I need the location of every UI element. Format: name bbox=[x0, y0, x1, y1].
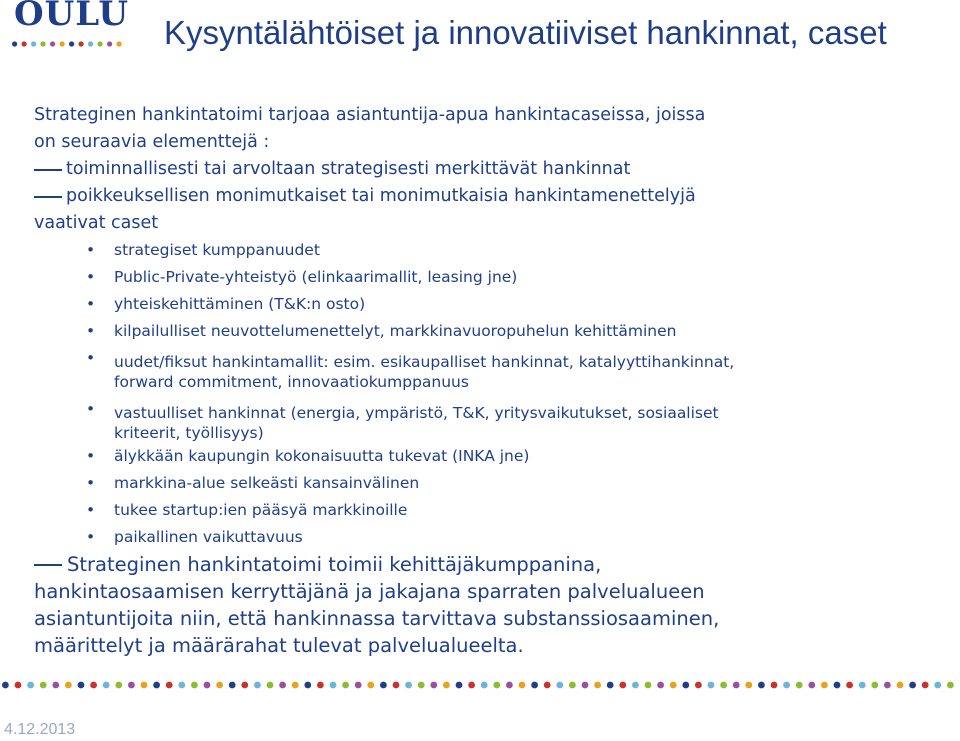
decorative-dot bbox=[107, 41, 112, 46]
dash-item-3-line-1: Strateginen hankintatoimi toimii kehittäjäkumppanina, bbox=[67, 553, 602, 576]
dash-item-2-line-1: poikkeuksellisen monimutkaiset tai monimutkaisia hankintamenettelyjä bbox=[66, 186, 696, 206]
decorative-dot bbox=[771, 682, 778, 689]
decorative-dot bbox=[267, 682, 274, 689]
decorative-dot bbox=[2, 682, 9, 689]
intro-line-2: on seuraavia elementtejä : bbox=[34, 132, 270, 152]
decorative-dot bbox=[897, 682, 904, 689]
bullet-line: • kilpailulliset neuvottelumenettelyt, markkinavuoropuhelun kehittäminen bbox=[114, 322, 677, 340]
decorative-dot bbox=[834, 682, 841, 689]
decorative-dot bbox=[292, 682, 299, 689]
bullet-item bbox=[34, 396, 954, 443]
decorative-dot bbox=[506, 682, 513, 689]
decorative-dot bbox=[367, 682, 374, 689]
decorative-dot bbox=[783, 682, 790, 689]
decorative-dot bbox=[15, 682, 22, 689]
page-title: Kysyntälähtöiset ja innovatiiviset hankinnat, caset bbox=[164, 14, 887, 51]
decorative-dot-bar bbox=[0, 678, 960, 692]
decorative-dot bbox=[909, 682, 916, 689]
bullet-line: • vastuulliset hankinnat (energia, ympäristö, T&K, yritysvaikutukset, sosiaaliset bbox=[114, 404, 719, 422]
decorative-dot bbox=[493, 682, 500, 689]
bullet-item bbox=[34, 291, 954, 318]
decorative-dot bbox=[657, 682, 664, 689]
decorative-dot bbox=[808, 682, 815, 689]
dash-item-2 bbox=[34, 183, 954, 210]
decorative-dot bbox=[821, 682, 828, 689]
decorative-dot bbox=[619, 682, 626, 689]
decorative-dot bbox=[607, 682, 614, 689]
decorative-dot bbox=[330, 682, 337, 689]
decorative-dot bbox=[846, 682, 853, 689]
dash-item-3-line-4: määrittelyt ja määrärahat tulevat palvelualueelta. bbox=[34, 634, 524, 657]
decorative-dot bbox=[153, 682, 160, 689]
decorative-dot bbox=[733, 682, 740, 689]
slide-content bbox=[34, 102, 954, 659]
decorative-dot bbox=[632, 682, 639, 689]
dash-item-1-line-1: toiminnallisesti tai arvoltaan strategisesti merkittävät hankinnat bbox=[66, 159, 631, 179]
logo-dots bbox=[10, 38, 130, 50]
bullet-item bbox=[34, 524, 954, 551]
dash-item-3-line-2: hankintaosaamisen kerryttäjänä ja jakajana sparraten palvelualueen bbox=[34, 580, 705, 603]
decorative-dot bbox=[582, 682, 589, 689]
decorative-dot bbox=[141, 682, 148, 689]
decorative-dot bbox=[229, 682, 236, 689]
logo-wordmark: OULU bbox=[14, 0, 129, 34]
decorative-dot bbox=[934, 682, 941, 689]
decorative-dot bbox=[27, 682, 34, 689]
dash-item-1 bbox=[34, 156, 954, 183]
decorative-dot bbox=[884, 682, 891, 689]
intro-line-1: Strateginen hankintatoimi tarjoaa asiantuntija-apua hankintacaseissa, joissa bbox=[34, 105, 706, 125]
decorative-dot bbox=[355, 682, 362, 689]
decorative-dot bbox=[216, 682, 223, 689]
decorative-dot bbox=[519, 682, 526, 689]
bullet-line: • yhteiskehittäminen (T&K:n osto) bbox=[114, 295, 366, 313]
decorative-dot bbox=[708, 682, 715, 689]
decorative-dot bbox=[745, 682, 752, 689]
decorative-dot bbox=[468, 682, 475, 689]
decorative-dot bbox=[90, 682, 97, 689]
decorative-dot bbox=[12, 41, 17, 46]
decorative-dot bbox=[393, 682, 400, 689]
decorative-dot bbox=[456, 682, 463, 689]
decorative-dot bbox=[79, 41, 84, 46]
bullet-line: • Public-Private-yhteistyö (elinkaarimallit, leasing jne) bbox=[114, 268, 518, 286]
bullet-line: kriteerit, työllisyys) bbox=[114, 424, 264, 442]
decorative-dot bbox=[670, 682, 677, 689]
decorative-dot bbox=[758, 682, 765, 689]
decorative-dot bbox=[115, 682, 122, 689]
decorative-dot bbox=[60, 41, 65, 46]
decorative-dot bbox=[191, 682, 198, 689]
decorative-dot bbox=[317, 682, 324, 689]
decorative-dot bbox=[128, 682, 135, 689]
decorative-dot bbox=[720, 682, 727, 689]
decorative-dot bbox=[103, 682, 110, 689]
decorative-dot bbox=[569, 682, 576, 689]
decorative-dot bbox=[796, 682, 803, 689]
decorative-dot bbox=[178, 682, 185, 689]
dash-item-3-cont bbox=[34, 578, 954, 605]
oulu-logo bbox=[10, 0, 130, 62]
decorative-dot bbox=[481, 682, 488, 689]
decorative-dot bbox=[304, 682, 311, 689]
bullet-item bbox=[34, 443, 954, 470]
bullet-item bbox=[34, 345, 954, 392]
decorative-dot bbox=[556, 682, 563, 689]
decorative-dot bbox=[342, 682, 349, 689]
bullet-line: • paikallinen vaikuttavuus bbox=[114, 528, 303, 546]
decorative-dot bbox=[117, 41, 122, 46]
decorative-dot bbox=[65, 682, 72, 689]
bullet-line: • uudet/fiksut hankintamallit: esim. esikaupalliset hankinnat, katalyyttihankinnat, bbox=[114, 353, 735, 371]
dash-item-2-line-2: vaativat caset bbox=[34, 213, 159, 233]
dash-item-3-cont bbox=[34, 605, 954, 632]
dash-item-3 bbox=[34, 551, 954, 578]
decorative-dot bbox=[430, 682, 437, 689]
decorative-dot bbox=[682, 682, 689, 689]
bullet-line: • markkina-alue selkeästi kansainvälinen bbox=[114, 474, 420, 492]
decorative-dot bbox=[41, 41, 46, 46]
decorative-dot bbox=[204, 682, 211, 689]
decorative-dot bbox=[50, 41, 55, 46]
bullet-item bbox=[34, 264, 954, 291]
decorative-dot bbox=[695, 682, 702, 689]
decorative-dot bbox=[241, 682, 248, 689]
decorative-dot bbox=[531, 682, 538, 689]
bullet-item bbox=[34, 318, 954, 345]
decorative-dot bbox=[40, 682, 47, 689]
decorative-dot bbox=[78, 682, 85, 689]
decorative-dot bbox=[594, 682, 601, 689]
decorative-dot bbox=[98, 41, 103, 46]
decorative-dot bbox=[405, 682, 412, 689]
bullet-line: • älykkään kaupungin kokonaisuutta tukevat (INKA jne) bbox=[114, 447, 530, 465]
bullet-item bbox=[34, 497, 954, 524]
decorative-dot bbox=[52, 682, 59, 689]
bullet-line: • strategiset kumppanuudet bbox=[114, 241, 320, 259]
bullet-line: • tukee startup:ien pääsyä markkinoille bbox=[114, 501, 408, 519]
decorative-dot bbox=[443, 682, 450, 689]
dash-item-3-cont bbox=[34, 632, 954, 659]
decorative-dot bbox=[645, 682, 652, 689]
decorative-dot bbox=[31, 41, 36, 46]
decorative-dot bbox=[871, 682, 878, 689]
decorative-dot bbox=[166, 682, 173, 689]
decorative-dot bbox=[380, 682, 387, 689]
decorative-dot bbox=[922, 682, 929, 689]
decorative-dot bbox=[22, 41, 27, 46]
bullet-item bbox=[34, 470, 954, 497]
decorative-dot bbox=[88, 41, 93, 46]
footer-date: 4.12.2013 bbox=[4, 721, 76, 738]
decorative-dot bbox=[418, 682, 425, 689]
bullet-item bbox=[34, 237, 954, 264]
dash-item-3-line-3: asiantuntijoita niin, että hankinnassa tarvittava substanssiosaaminen, bbox=[34, 607, 720, 630]
decorative-dot bbox=[279, 682, 286, 689]
bullet-line: forward commitment, innovaatiokumppanuus bbox=[114, 373, 469, 391]
decorative-dot bbox=[859, 682, 866, 689]
decorative-dot bbox=[69, 41, 74, 46]
decorative-dot bbox=[254, 682, 261, 689]
decorative-dot bbox=[544, 682, 551, 689]
decorative-dot bbox=[947, 682, 954, 689]
